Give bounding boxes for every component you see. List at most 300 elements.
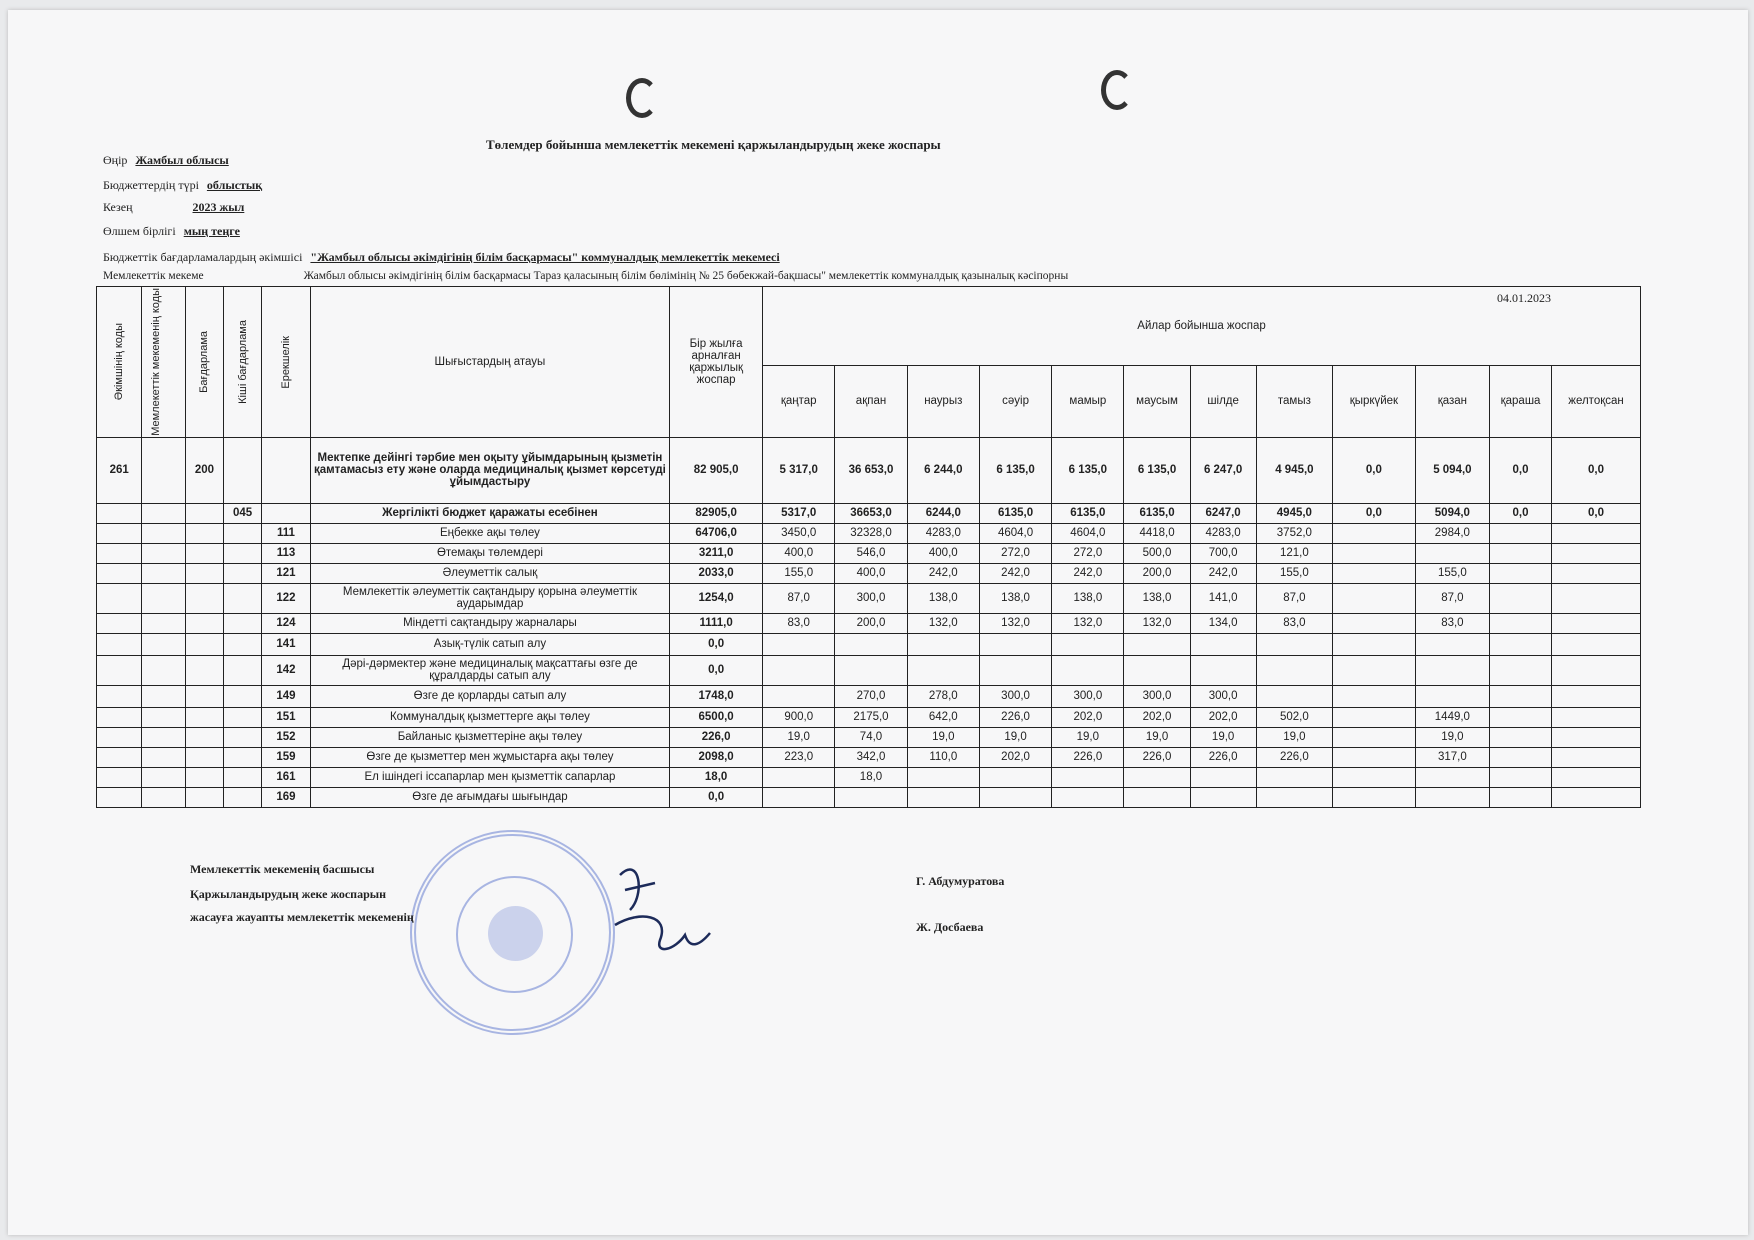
expense-name-cell: Міндетті сақтандыру жарналары: [310, 613, 669, 633]
code-cell: [185, 707, 223, 727]
month-cell: 5 317,0: [763, 437, 835, 503]
month-cell: [1490, 655, 1552, 685]
month-cell: [1552, 613, 1641, 633]
month-cell: 87,0: [763, 583, 835, 613]
month-cell: [907, 767, 979, 787]
month-header: қараша: [1490, 365, 1552, 437]
code-cell: [142, 727, 185, 747]
table-row: [97, 767, 1641, 787]
month-cell: [1256, 633, 1332, 655]
expense-name-cell: Байланыс қызметтеріне ақы төлеу: [310, 727, 669, 747]
month-cell: 18,0: [835, 767, 907, 787]
month-cell: [1256, 787, 1332, 807]
month-cell: 83,0: [763, 613, 835, 633]
month-header: ақпан: [835, 365, 907, 437]
month-cell: [979, 655, 1051, 685]
month-cell: 132,0: [979, 613, 1051, 633]
month-cell: [1052, 633, 1124, 655]
code-cell: 142: [262, 655, 311, 685]
month-header: шілде: [1190, 365, 1256, 437]
month-cell: [1256, 767, 1332, 787]
month-cell: 110,0: [907, 747, 979, 767]
annual-cell: 64706,0: [670, 523, 763, 543]
month-cell: 6 135,0: [1052, 437, 1124, 503]
month-cell: 223,0: [763, 747, 835, 767]
month-cell: 138,0: [979, 583, 1051, 613]
annual-cell: 0,0: [670, 787, 763, 807]
meta-period: Кезең 2023 жыл: [103, 200, 245, 214]
month-cell: [1415, 767, 1489, 787]
month-cell: 300,0: [1124, 685, 1190, 707]
meta-institution: Мемлекеттік мекеме Жамбыл облысы әкімдігінің білім басқармасы Тараз қаласының білім бөлімінің № 25 бөбекжай-бақшасы" мемлекеттік коммуналдық қазыналық кәсіпорны: [103, 270, 1069, 282]
month-cell: 138,0: [1052, 583, 1124, 613]
month-cell: 400,0: [907, 543, 979, 563]
responsible-label-1: Қаржыландырудың жеке жоспарын: [190, 887, 387, 901]
month-cell: 19,0: [1052, 727, 1124, 747]
month-cell: 300,0: [835, 583, 907, 613]
month-cell: [1552, 523, 1641, 543]
month-cell: 270,0: [835, 685, 907, 707]
expense-name-cell: Өзге де ағымдағы шығындар: [310, 787, 669, 807]
annual-cell: 82905,0: [670, 503, 763, 523]
month-cell: [763, 655, 835, 685]
month-cell: [835, 787, 907, 807]
month-cell: [1333, 655, 1416, 685]
month-cell: 19,0: [1124, 727, 1190, 747]
month-cell: 502,0: [1256, 707, 1332, 727]
month-cell: 202,0: [1124, 707, 1190, 727]
month-cell: 155,0: [1415, 563, 1489, 583]
month-cell: [1256, 685, 1332, 707]
annual-cell: 0,0: [670, 633, 763, 655]
month-cell: [1190, 767, 1256, 787]
header-institution-code: Мемлекеттік мекеменің коды: [142, 287, 185, 438]
table-row: [97, 583, 1641, 613]
expense-name-cell: Азық-түлік сатып алу: [310, 633, 669, 655]
month-cell: 400,0: [835, 563, 907, 583]
month-cell: [1256, 655, 1332, 685]
table-row: [97, 747, 1641, 767]
month-cell: 202,0: [1190, 707, 1256, 727]
month-cell: [1052, 767, 1124, 787]
code-cell: [185, 767, 223, 787]
month-header: мамыр: [1052, 365, 1124, 437]
code-cell: [97, 543, 142, 563]
head-name: Г. Абдумуратова: [916, 874, 1005, 888]
month-cell: 6135,0: [1052, 503, 1124, 523]
table-body: [97, 437, 1641, 807]
month-cell: [1124, 633, 1190, 655]
code-cell: [142, 707, 185, 727]
code-cell: [97, 503, 142, 523]
month-cell: [1415, 685, 1489, 707]
month-cell: [979, 787, 1051, 807]
expense-name-cell: Өтемақы төлемдері: [310, 543, 669, 563]
month-cell: [1190, 655, 1256, 685]
annual-cell: 18,0: [670, 767, 763, 787]
month-cell: 1449,0: [1415, 707, 1489, 727]
code-cell: [185, 727, 223, 747]
month-cell: 226,0: [1256, 747, 1332, 767]
code-cell: [224, 437, 262, 503]
month-cell: [907, 655, 979, 685]
month-cell: 300,0: [1190, 685, 1256, 707]
official-seal: [410, 830, 615, 1035]
code-cell: [142, 523, 185, 543]
code-cell: [185, 787, 223, 807]
responsible-name: Ж. Досбаева: [916, 920, 984, 934]
table-row: [97, 787, 1641, 807]
month-cell: 19,0: [979, 727, 1051, 747]
annual-cell: 1748,0: [670, 685, 763, 707]
annual-cell: 82 905,0: [670, 437, 763, 503]
table-row: [97, 685, 1641, 707]
month-cell: [1490, 543, 1552, 563]
month-cell: [1490, 767, 1552, 787]
table-row: [97, 655, 1641, 685]
code-cell: [142, 437, 185, 503]
month-cell: 132,0: [1052, 613, 1124, 633]
month-cell: 900,0: [763, 707, 835, 727]
month-cell: [1052, 655, 1124, 685]
month-cell: 6 135,0: [1124, 437, 1190, 503]
month-header: маусым: [1124, 365, 1190, 437]
expense-name-cell: Өзге де қызметтер мен жұмыстарға ақы төлеу: [310, 747, 669, 767]
month-cell: 400,0: [763, 543, 835, 563]
annual-cell: 2033,0: [670, 563, 763, 583]
month-cell: 6135,0: [1124, 503, 1190, 523]
month-cell: 19,0: [763, 727, 835, 747]
month-cell: 300,0: [1052, 685, 1124, 707]
code-cell: [142, 747, 185, 767]
month-cell: [1333, 543, 1416, 563]
month-cell: [1333, 727, 1416, 747]
code-cell: [262, 437, 311, 503]
code-cell: [185, 613, 223, 633]
month-cell: 546,0: [835, 543, 907, 563]
month-cell: 36 653,0: [835, 437, 907, 503]
code-cell: [97, 655, 142, 685]
month-cell: [1333, 563, 1416, 583]
month-cell: 2175,0: [835, 707, 907, 727]
code-cell: 113: [262, 543, 311, 563]
code-cell: [224, 563, 262, 583]
month-cell: [1333, 633, 1416, 655]
header-admin-code: Әкімшінің коды: [97, 287, 142, 438]
month-cell: 300,0: [979, 685, 1051, 707]
month-cell: [1552, 685, 1641, 707]
month-cell: 3450,0: [763, 523, 835, 543]
month-cell: 6 244,0: [907, 437, 979, 503]
table-row: [97, 543, 1641, 563]
punch-hole-right: [1101, 70, 1133, 110]
code-cell: 161: [262, 767, 311, 787]
meta-administrator: Бюджеттік бағдарламалардың әкімшісі "Жамбыл облысы әкімдігінің білім басқармасы" коммуналдық мемлекеттік мекемесі: [103, 250, 780, 264]
month-cell: 2984,0: [1415, 523, 1489, 543]
month-cell: 226,0: [979, 707, 1051, 727]
code-cell: [185, 503, 223, 523]
header-expense-name: Шығыстардың атауы: [310, 287, 669, 438]
code-cell: [97, 747, 142, 767]
month-cell: 272,0: [979, 543, 1051, 563]
month-cell: [1490, 563, 1552, 583]
month-cell: 226,0: [1124, 747, 1190, 767]
code-cell: [185, 543, 223, 563]
month-header: қазан: [1415, 365, 1489, 437]
code-cell: [97, 685, 142, 707]
month-cell: [763, 787, 835, 807]
month-cell: [763, 685, 835, 707]
month-cell: 4283,0: [907, 523, 979, 543]
signature: [600, 855, 720, 975]
month-cell: 132,0: [1124, 613, 1190, 633]
table-row: [97, 503, 1641, 523]
month-cell: [1415, 655, 1489, 685]
code-cell: [97, 727, 142, 747]
month-cell: 242,0: [979, 563, 1051, 583]
month-cell: [1415, 633, 1489, 655]
month-cell: 0,0: [1490, 437, 1552, 503]
month-cell: 4604,0: [979, 523, 1051, 543]
month-cell: 83,0: [1415, 613, 1489, 633]
month-cell: [1490, 583, 1552, 613]
month-cell: [1552, 747, 1641, 767]
annual-cell: 3211,0: [670, 543, 763, 563]
code-cell: [97, 583, 142, 613]
month-cell: [1333, 613, 1416, 633]
month-cell: 19,0: [907, 727, 979, 747]
month-cell: [1552, 767, 1641, 787]
annual-cell: 226,0: [670, 727, 763, 747]
code-cell: [224, 685, 262, 707]
code-cell: [224, 727, 262, 747]
annual-cell: 2098,0: [670, 747, 763, 767]
month-cell: 200,0: [835, 613, 907, 633]
annual-cell: 6500,0: [670, 707, 763, 727]
expense-name-cell: Еңбекке ақы төлеу: [310, 523, 669, 543]
month-cell: [1490, 633, 1552, 655]
code-cell: [97, 613, 142, 633]
month-cell: 36653,0: [835, 503, 907, 523]
month-cell: 226,0: [1052, 747, 1124, 767]
code-cell: [142, 543, 185, 563]
expense-name-cell: Мемлекеттік әлеуметтік сақтандыру қорына әлеуметтік аударымдар: [310, 583, 669, 613]
month-cell: 226,0: [1190, 747, 1256, 767]
month-cell: [1490, 685, 1552, 707]
month-cell: [1333, 707, 1416, 727]
code-cell: 149: [262, 685, 311, 707]
code-cell: 122: [262, 583, 311, 613]
month-cell: [763, 767, 835, 787]
month-cell: 155,0: [763, 563, 835, 583]
month-cell: 0,0: [1552, 503, 1641, 523]
month-cell: [1333, 747, 1416, 767]
code-cell: [224, 633, 262, 655]
month-cell: 242,0: [907, 563, 979, 583]
month-cell: 242,0: [1190, 563, 1256, 583]
code-cell: 152: [262, 727, 311, 747]
code-cell: [142, 685, 185, 707]
table-row: [97, 727, 1641, 747]
punch-hole-left: [626, 78, 658, 118]
month-cell: [979, 767, 1051, 787]
code-cell: [185, 685, 223, 707]
month-cell: 132,0: [907, 613, 979, 633]
month-cell: 19,0: [1190, 727, 1256, 747]
month-cell: [907, 787, 979, 807]
financing-plan-table: [96, 286, 1641, 808]
code-cell: [142, 613, 185, 633]
code-cell: [185, 655, 223, 685]
month-cell: 342,0: [835, 747, 907, 767]
month-cell: [1415, 543, 1489, 563]
month-cell: 0,0: [1333, 437, 1416, 503]
month-cell: [1552, 563, 1641, 583]
month-cell: 0,0: [1333, 503, 1416, 523]
month-cell: 6 247,0: [1190, 437, 1256, 503]
month-cell: 6244,0: [907, 503, 979, 523]
code-cell: [142, 655, 185, 685]
annual-cell: 1254,0: [670, 583, 763, 613]
month-cell: [1190, 787, 1256, 807]
month-cell: [1124, 655, 1190, 685]
code-cell: [185, 747, 223, 767]
code-cell: 261: [97, 437, 142, 503]
code-cell: [97, 633, 142, 655]
table-row: [97, 633, 1641, 655]
month-header: наурыз: [907, 365, 979, 437]
month-cell: 202,0: [1052, 707, 1124, 727]
month-header: қаңтар: [763, 365, 835, 437]
month-cell: 83,0: [1256, 613, 1332, 633]
month-cell: [1490, 613, 1552, 633]
code-cell: [224, 707, 262, 727]
month-cell: [1552, 727, 1641, 747]
month-cell: [1333, 523, 1416, 543]
code-cell: [97, 767, 142, 787]
code-cell: [97, 787, 142, 807]
expense-name-cell: Әлеуметтік салық: [310, 563, 669, 583]
annual-cell: 0,0: [670, 655, 763, 685]
document-date: 04.01.2023: [1497, 291, 1551, 305]
month-cell: [1333, 685, 1416, 707]
code-cell: [224, 613, 262, 633]
code-cell: [224, 583, 262, 613]
month-cell: [1552, 633, 1641, 655]
month-cell: [835, 655, 907, 685]
code-cell: 151: [262, 707, 311, 727]
month-cell: 4945,0: [1256, 503, 1332, 523]
document-title: Төлемдер бойынша мемлекеттік мекемені қаржыландырудың жеке жоспары: [486, 137, 941, 152]
month-cell: 4418,0: [1124, 523, 1190, 543]
month-cell: 272,0: [1052, 543, 1124, 563]
month-cell: [1552, 583, 1641, 613]
code-cell: [262, 503, 311, 523]
code-cell: 121: [262, 563, 311, 583]
table-row: [97, 523, 1641, 543]
header-annual: Бір жылға арналған қаржылық жоспар: [670, 287, 763, 438]
responsible-label-2: жасауға жауапты мемлекеттік мекеменің: [190, 910, 414, 924]
month-cell: 500,0: [1124, 543, 1190, 563]
month-cell: 4283,0: [1190, 523, 1256, 543]
table-row: [97, 613, 1641, 633]
expense-name-cell: Өзге де қорларды сатып алу: [310, 685, 669, 707]
month-cell: 19,0: [1415, 727, 1489, 747]
code-cell: 124: [262, 613, 311, 633]
month-cell: 138,0: [907, 583, 979, 613]
month-cell: [1333, 767, 1416, 787]
table-row: [97, 707, 1641, 727]
code-cell: [97, 707, 142, 727]
month-cell: [979, 633, 1051, 655]
table-row: [97, 563, 1641, 583]
month-cell: [1490, 747, 1552, 767]
month-cell: [1333, 787, 1416, 807]
month-cell: [1052, 787, 1124, 807]
expense-name-cell: Жергілікті бюджет қаражаты есебінен: [310, 503, 669, 523]
month-cell: 242,0: [1052, 563, 1124, 583]
code-cell: [142, 503, 185, 523]
code-cell: 200: [185, 437, 223, 503]
code-cell: 141: [262, 633, 311, 655]
month-cell: 6135,0: [979, 503, 1051, 523]
meta-budget-type: Бюджеттердің түрі облыстық: [103, 178, 263, 192]
annual-cell: 1111,0: [670, 613, 763, 633]
month-cell: [1490, 787, 1552, 807]
month-cell: [1124, 767, 1190, 787]
month-cell: [1552, 787, 1641, 807]
code-cell: [185, 633, 223, 655]
month-cell: 700,0: [1190, 543, 1256, 563]
month-cell: 5317,0: [763, 503, 835, 523]
code-cell: [142, 787, 185, 807]
code-cell: 111: [262, 523, 311, 543]
month-cell: [1415, 787, 1489, 807]
month-cell: [907, 633, 979, 655]
header-specific: Ерекшелік: [262, 287, 311, 438]
code-cell: [185, 563, 223, 583]
month-cell: 32328,0: [835, 523, 907, 543]
code-cell: 159: [262, 747, 311, 767]
month-cell: [1552, 655, 1641, 685]
code-cell: [185, 523, 223, 543]
month-cell: 4 945,0: [1256, 437, 1332, 503]
code-cell: [142, 583, 185, 613]
month-cell: [1552, 543, 1641, 563]
month-cell: 202,0: [979, 747, 1051, 767]
code-cell: [224, 655, 262, 685]
month-cell: [763, 633, 835, 655]
month-cell: 121,0: [1256, 543, 1332, 563]
header-program: Бағдарлама: [185, 287, 223, 438]
expense-name-cell: Дәрі-дәрмектер және медициналық мақсаттағы өзге де құралдарды сатып алу: [310, 655, 669, 685]
head-label: Мемлекеттік мекеменің басшысы: [190, 862, 375, 876]
code-cell: [224, 747, 262, 767]
header-subprogram: Кіші бағдарлама: [224, 287, 262, 438]
month-cell: 141,0: [1190, 583, 1256, 613]
month-cell: 6247,0: [1190, 503, 1256, 523]
month-cell: 0,0: [1552, 437, 1641, 503]
month-cell: 134,0: [1190, 613, 1256, 633]
month-header: қыркүйек: [1333, 365, 1416, 437]
month-cell: 5094,0: [1415, 503, 1489, 523]
month-cell: 6 135,0: [979, 437, 1051, 503]
expense-name-cell: Ел ішіндегі іссапарлар мен қызметтік сапарлар: [310, 767, 669, 787]
month-header: тамыз: [1256, 365, 1332, 437]
month-cell: [1490, 727, 1552, 747]
month-cell: 0,0: [1490, 503, 1552, 523]
month-cell: 138,0: [1124, 583, 1190, 613]
